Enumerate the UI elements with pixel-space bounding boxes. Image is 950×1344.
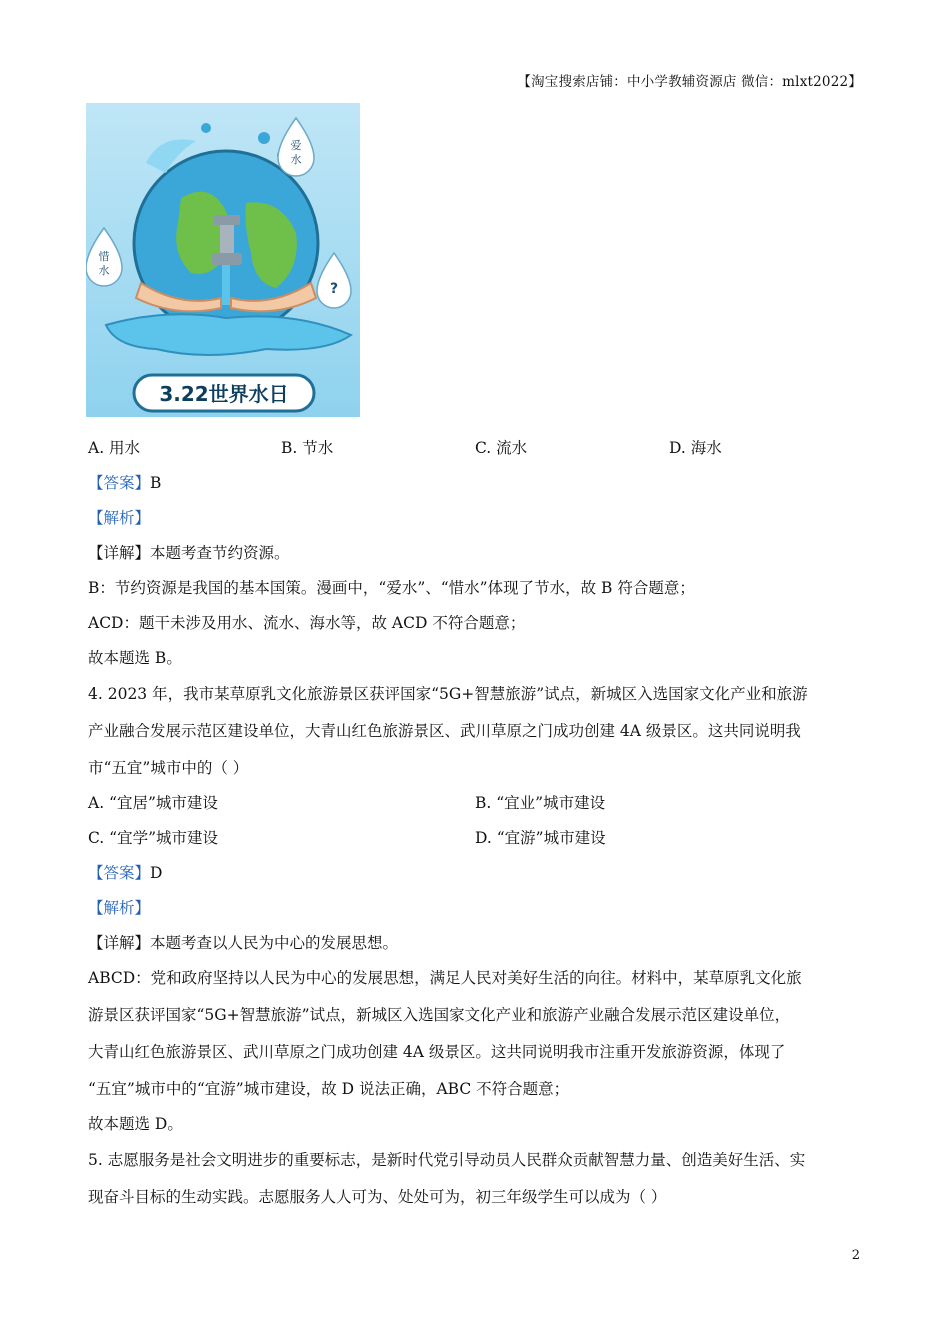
q4-line-3: 大青山红色旅游景区、武川草原之门成功创建 4A 级景区。这共同说明我市注重开发旅游资源，体现了 bbox=[88, 1043, 786, 1061]
q4-option-c: C. “宜学”城市建设 bbox=[88, 829, 219, 847]
q3-line-1: B：节约资源是我国的基本国策。漫画中，“爱水”、“惜水”体现了节水，故 B 符合题意； bbox=[88, 579, 695, 597]
q4-line-2: 游景区获评国家“5G+智慧旅游”试点，新城区入选国家文化产业和旅游产业融合发展示范区建设单位， bbox=[88, 1006, 791, 1024]
detail-text: 本题考查节约资源。 bbox=[150, 544, 290, 562]
svg-text:惜: 惜 bbox=[98, 250, 110, 263]
q3-line-3: 故本题选 B。 bbox=[88, 649, 182, 667]
q3-option-d: D. 海水 bbox=[669, 439, 722, 457]
q4-stem-1: 4. 2023 年，我市某草原乳文化旅游景区获评国家“5G+智慧旅游”试点，新城区入选国家文化产业和旅游 bbox=[88, 685, 808, 703]
detail-tag: 【详解】 bbox=[88, 544, 151, 562]
svg-text:爱: 爱 bbox=[290, 139, 302, 152]
q3-detail bbox=[88, 541, 290, 563]
q4-answer bbox=[88, 861, 162, 883]
answer-tag: 【答案】 bbox=[88, 864, 151, 882]
q3-answer bbox=[88, 471, 161, 493]
q4-analysis-tag: 【解析】 bbox=[88, 899, 151, 917]
answer-tag: 【答案】 bbox=[88, 474, 151, 492]
svg-text:水: 水 bbox=[98, 264, 110, 277]
q4-line-5: 故本题选 D。 bbox=[88, 1115, 183, 1133]
q3-analysis-tag: 【解析】 bbox=[88, 509, 151, 527]
q3-option-a: A. 用水 bbox=[88, 439, 141, 457]
q4-stem-2: 产业融合发展示范区建设单位，大青山红色旅游景区、武川草原之门成功创建 4A 级景区。这共同说明我 bbox=[88, 722, 801, 740]
answer-value: D bbox=[150, 864, 163, 882]
svg-text:?: ? bbox=[329, 281, 339, 297]
q5-stem-1: 5. 志愿服务是社会文明进步的重要标志，是新时代党引导动员人民群众贡献智慧力量、创造美好生活、实 bbox=[88, 1151, 806, 1169]
q4-detail bbox=[88, 931, 398, 953]
svg-text:水: 水 bbox=[290, 153, 302, 166]
q4-line-4: “五宜”城市中的“宜游”城市建设，故 D 说法正确，ABC 不符合题意； bbox=[88, 1080, 570, 1098]
q4-option-b: B. “宜业”城市建设 bbox=[475, 794, 606, 812]
q4-option-d: D. “宜游”城市建设 bbox=[475, 829, 606, 847]
q4-line-1: ABCD：党和政府坚持以人民为中心的发展思想，满足人民对美好生活的向往。材料中，某草原乳文化旅 bbox=[88, 969, 802, 987]
page-number: 2 bbox=[851, 1248, 860, 1263]
banner-text: 3.22世界水日 bbox=[159, 382, 289, 406]
detail-tag: 【详解】 bbox=[88, 934, 151, 952]
water-day-graphic bbox=[86, 103, 360, 417]
q5-stem-2: 现奋斗目标的生动实践。志愿服务人人可为、处处可为，初三年级学生可以成为（ ） bbox=[88, 1188, 667, 1206]
q3-option-b: B. 节水 bbox=[281, 439, 334, 457]
detail-text: 本题考查以人民为中心的发展思想。 bbox=[150, 934, 399, 952]
q3-option-c: C. 流水 bbox=[475, 439, 528, 457]
page-header: 【淘宝搜索店铺：中小学教辅资源店 微信：mlxt2022】 bbox=[517, 74, 862, 90]
q4-option-a: A. “宜居”城市建设 bbox=[88, 794, 218, 812]
q4-stem-3: 市“五宜”城市中的（ ） bbox=[88, 759, 249, 777]
q3-line-2: ACD：题干未涉及用水、流水、海水等，故 ACD 不符合题意； bbox=[88, 614, 526, 632]
world-water-day-illustration bbox=[86, 103, 360, 417]
answer-value: B bbox=[150, 474, 162, 492]
